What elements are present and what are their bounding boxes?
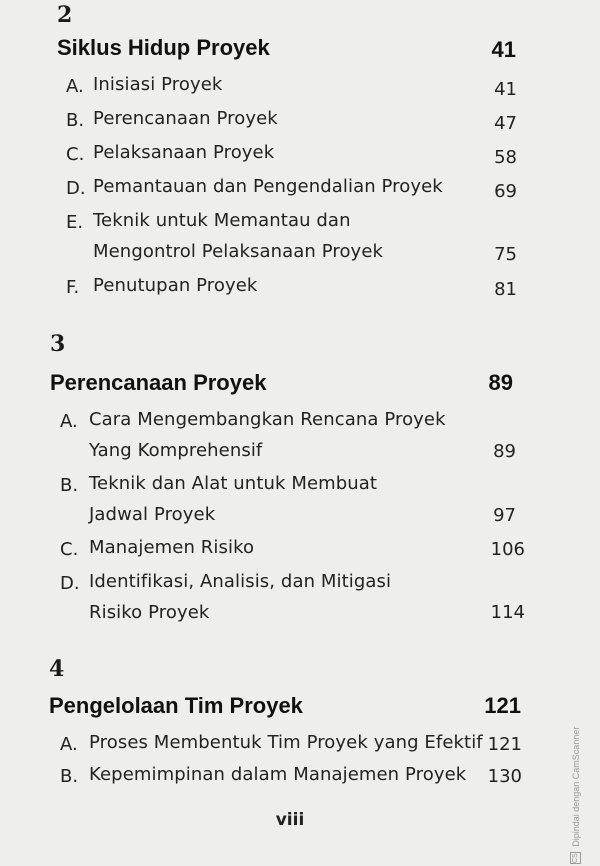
entry-page: 106 <box>490 539 525 560</box>
entry-letter: A. <box>60 411 78 432</box>
entry-title: Manajemen Risiko <box>89 537 255 558</box>
entry-letter: B. <box>60 766 79 787</box>
entry-title: Proses Membentuk Tim Proyek yang Efektif <box>89 732 483 753</box>
entry-title: Penutupan Proyek <box>93 275 258 296</box>
entry-page: 114 <box>490 602 525 623</box>
entry-title: Pelaksanaan Proyek <box>93 142 275 163</box>
chapter-4-title: Pengelolaan Tim Proyek <box>49 693 303 718</box>
entry-page: 47 <box>494 113 517 134</box>
entry-title-line-1: Teknik dan Alat untuk Membuat <box>89 473 378 494</box>
camscanner-watermark <box>570 724 588 864</box>
entry-page: 75 <box>494 244 517 265</box>
entry-page: 41 <box>494 79 517 100</box>
chapter-4-page: 121 <box>484 693 521 718</box>
entry-title: Perencanaan Proyek <box>93 108 278 129</box>
entry-letter: C. <box>60 539 79 560</box>
entry-title-line-2: Jadwal Proyek <box>89 504 216 525</box>
entry-title: Inisiasi Proyek <box>93 74 223 95</box>
entry-letter: A. <box>60 734 78 755</box>
entry-title-line-1: Identifikasi, Analisis, dan Mitigasi <box>89 571 392 592</box>
entry-title-line-1: Teknik untuk Memantau dan <box>93 210 351 231</box>
entry-page: 130 <box>487 766 522 787</box>
entry-title: Pemantauan dan Pengendalian Proyek <box>93 176 443 197</box>
page-folio: viii <box>275 810 305 830</box>
entry-letter: D. <box>60 573 80 594</box>
chapter-2-page: 41 <box>491 37 516 62</box>
entry-title: Kepemimpinan dalam Manajemen Proyek <box>89 764 467 785</box>
chapter-4-number: 4 <box>49 656 65 682</box>
chapter-3-page: 89 <box>488 370 513 395</box>
chapter-3-number: 3 <box>50 331 66 357</box>
entry-letter: A. <box>66 76 84 97</box>
entry-letter: B. <box>60 475 79 496</box>
entry-letter: F. <box>66 277 80 298</box>
entry-title-line-2: Mengontrol Pelaksanaan Proyek <box>93 241 384 262</box>
chapter-3-title: Perencanaan Proyek <box>50 370 267 395</box>
entry-page: 97 <box>493 505 516 526</box>
entry-title-line-2: Risiko Proyek <box>89 602 210 623</box>
camscanner-logo: CS <box>572 853 579 863</box>
camscanner-text: Dipindai dengan CamScanner <box>571 726 581 847</box>
entry-title-line-2: Yang Komprehensif <box>89 440 263 461</box>
entry-letter: B. <box>66 110 85 131</box>
entry-letter: D. <box>66 178 86 199</box>
entry-page: 121 <box>487 734 522 755</box>
entry-page: 81 <box>494 279 517 300</box>
entry-page: 69 <box>494 181 517 202</box>
entry-letter: E. <box>66 212 84 233</box>
entry-title-line-1: Cara Mengembangkan Rencana Proyek <box>89 409 446 430</box>
entry-page: 58 <box>494 147 517 168</box>
entry-page: 89 <box>493 441 516 462</box>
chapter-2-title: Siklus Hidup Proyek <box>57 35 270 60</box>
entry-letter: C. <box>66 144 85 165</box>
chapter-2-number: 2 <box>57 2 73 28</box>
